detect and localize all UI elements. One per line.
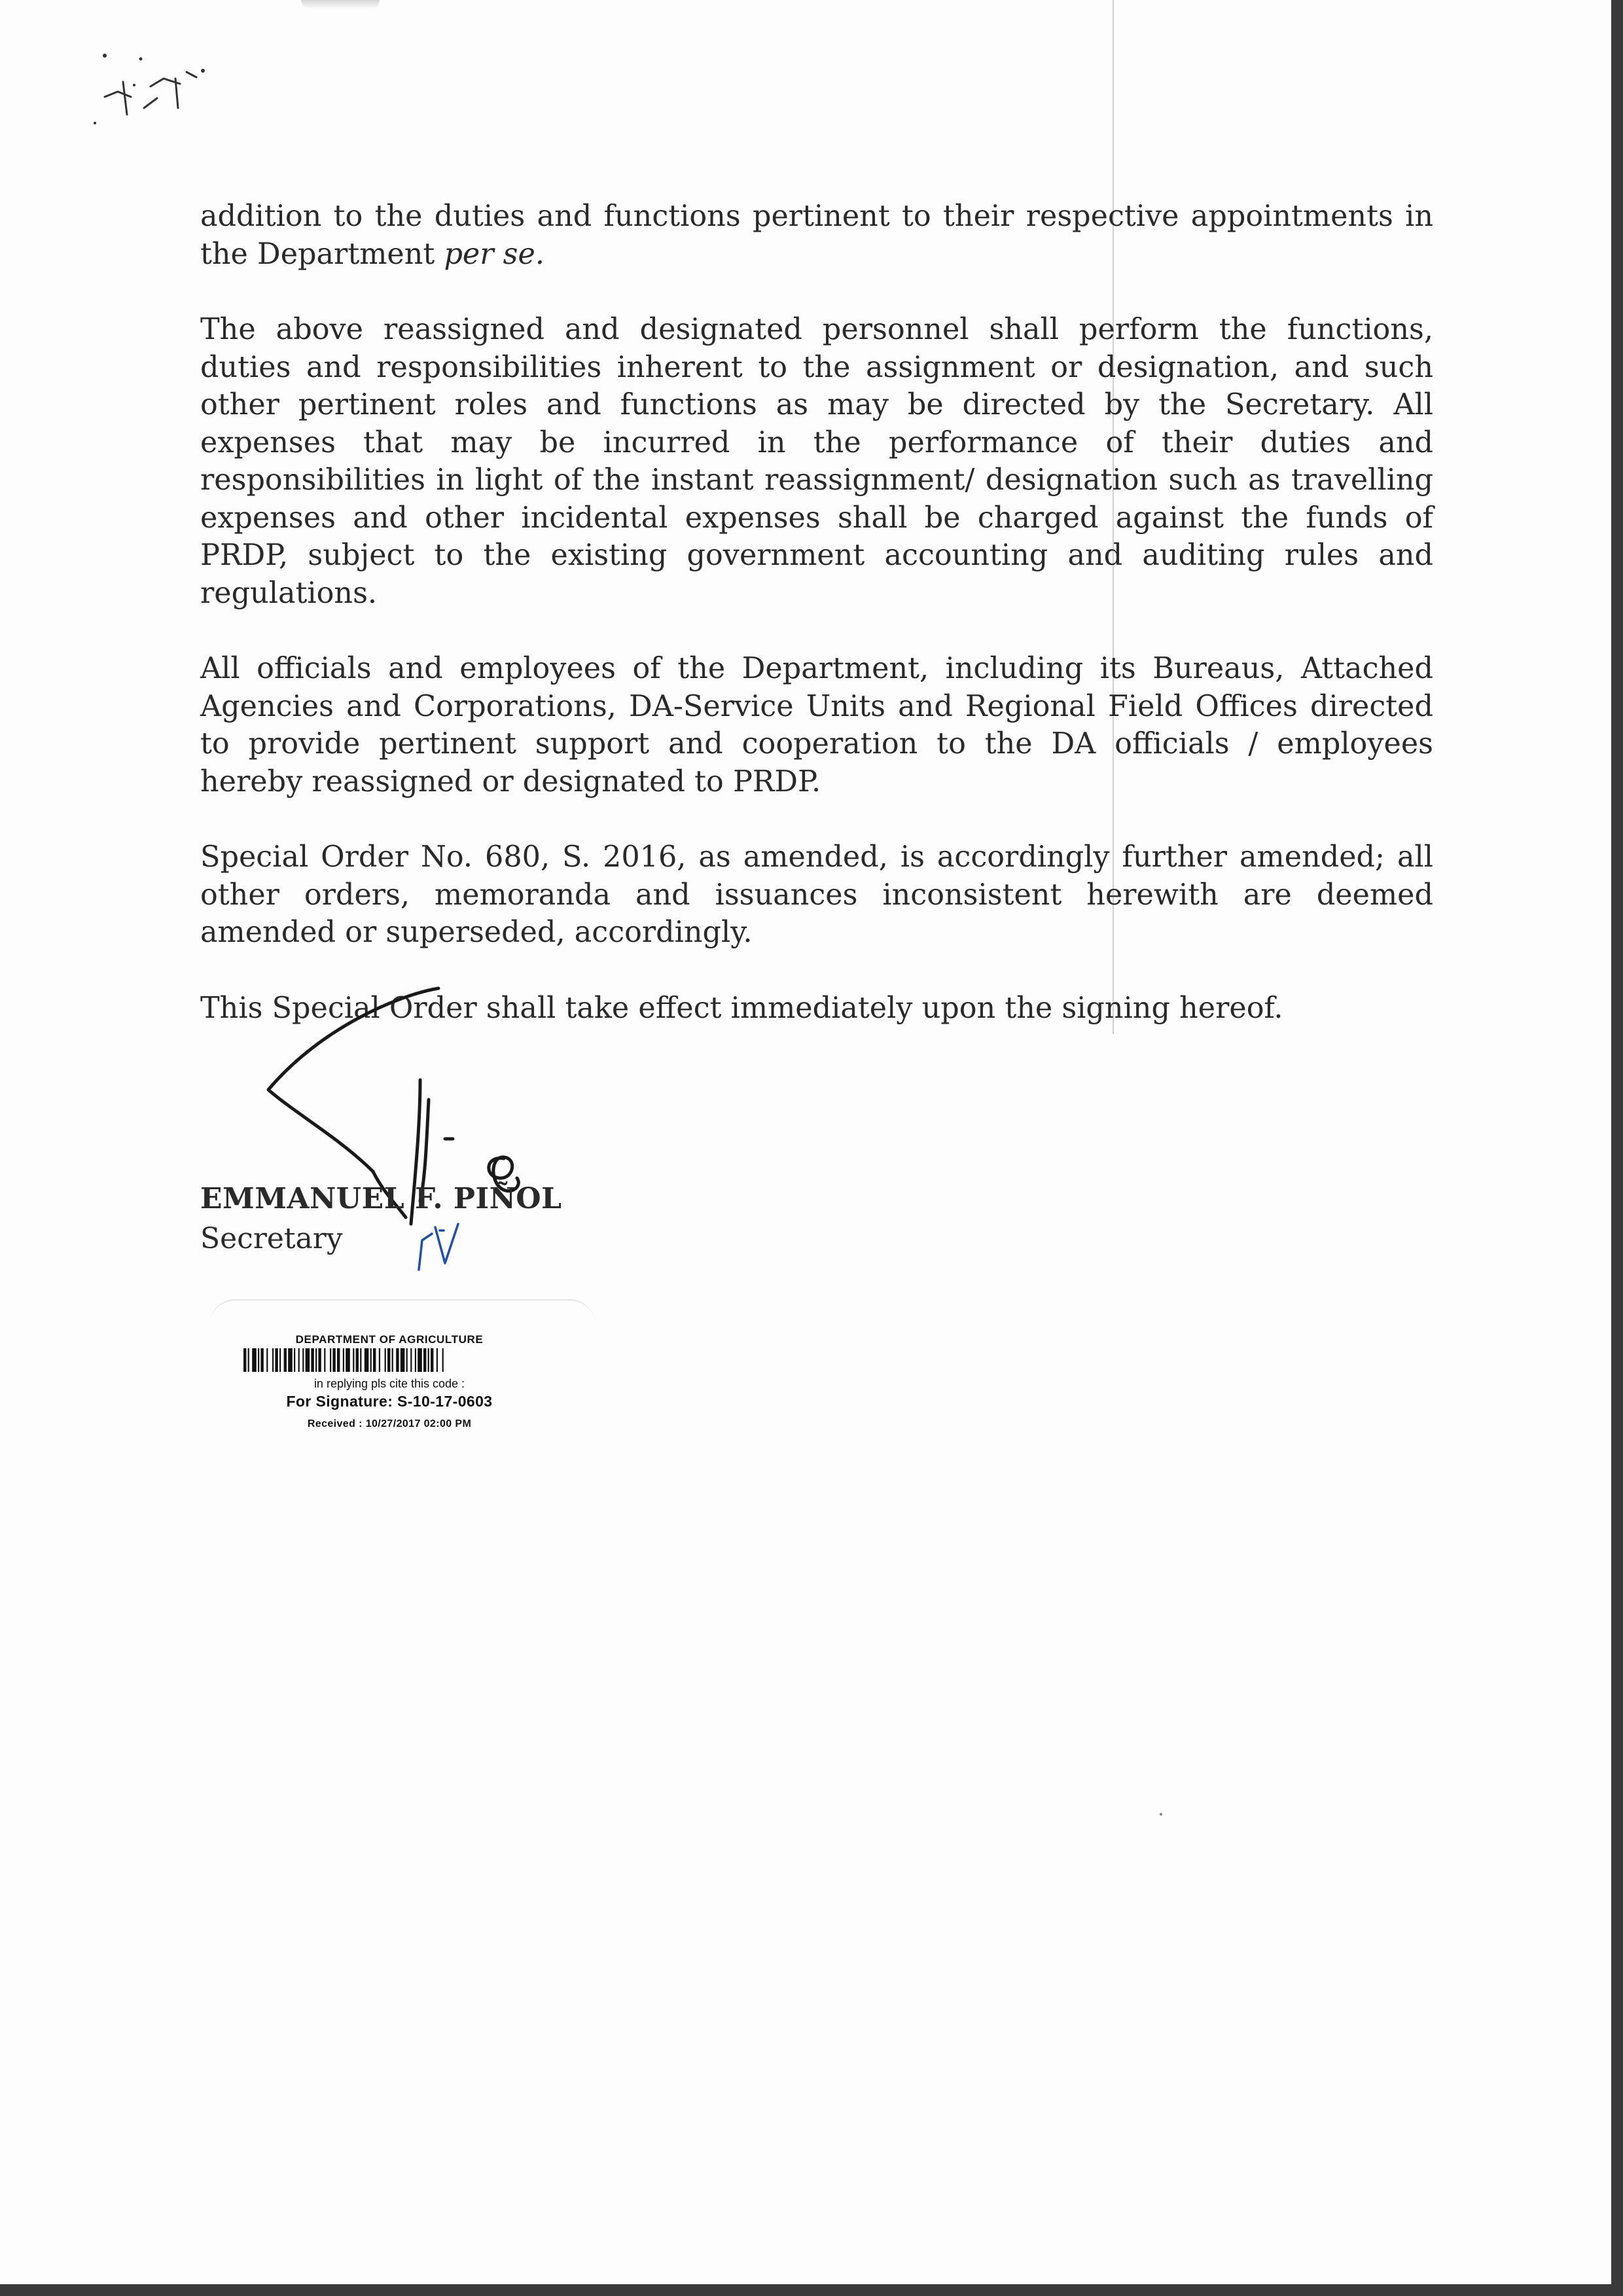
barcode-bar xyxy=(360,1348,361,1372)
barcode-bar xyxy=(365,1348,369,1372)
barcode-bar xyxy=(423,1348,426,1372)
scan-speck xyxy=(1160,1813,1162,1816)
barcode-bar xyxy=(396,1348,399,1372)
stamp-department: DEPARTMENT OF AGRICULTURE xyxy=(295,1333,484,1346)
scan-edge-right xyxy=(1611,0,1623,2296)
handwritten-initials xyxy=(406,1211,484,1283)
barcode-bar xyxy=(373,1348,376,1372)
scan-edge-bottom xyxy=(0,2284,1623,2296)
barcode-bar xyxy=(428,1348,429,1372)
signatory-name: EMMANUEL F. PIÑOL xyxy=(200,1182,562,1215)
barcode-bar xyxy=(275,1348,277,1372)
barcode-bar xyxy=(431,1348,433,1372)
barcode-bar xyxy=(418,1348,422,1372)
corner-ink-marks xyxy=(65,46,223,144)
barcode-bar xyxy=(346,1348,350,1372)
stamp-cite-text: in replying pls cite this code : xyxy=(313,1377,465,1390)
barcode-bar xyxy=(258,1348,259,1372)
barcode-bar xyxy=(306,1348,310,1372)
paragraph-duties-text: addition to the duties and functions pertinent to their respective appointments in the Department xyxy=(200,200,1433,271)
barcode-bar xyxy=(387,1348,390,1372)
barcode-bar xyxy=(272,1348,274,1372)
barcode-bar xyxy=(442,1348,444,1372)
barcode-bar xyxy=(248,1348,249,1372)
barcode-bar xyxy=(337,1348,340,1372)
barcode-bar xyxy=(298,1348,300,1372)
barcode-bar xyxy=(311,1348,313,1372)
barcode-bar xyxy=(356,1348,359,1372)
barcode-bar xyxy=(279,1348,281,1372)
stamp-received-timestamp: Received : 10/27/2017 02:00 PM xyxy=(307,1418,472,1429)
scan-smudge xyxy=(301,0,380,9)
barcode-bar xyxy=(243,1348,246,1372)
barcode-bar xyxy=(324,1348,325,1372)
barcode-bar xyxy=(284,1348,287,1372)
barcode-bar xyxy=(315,1348,317,1372)
barcode-bar xyxy=(437,1348,438,1372)
signatory-position: Secretary xyxy=(200,1222,343,1255)
barcode-bar xyxy=(385,1348,386,1372)
barcode-bar xyxy=(401,1348,405,1372)
paragraph-expenses: The above reassigned and designated personnel shall perform the functions, duties and responsibilities inherent to the assignment or designation, and such other pertinent roles and functions as may be directed by the Secretary. All expenses that may be incurred in the performance of their duties and responsibilities in light of the instant reassignment/ designation such as travelling expenses and other incidental expenses shall be charged against the funds of PRDP, subject to the existing government accounting and auditing rules and regulations. xyxy=(200,313,1433,610)
paragraph-duties-emphasis: per se. xyxy=(444,237,544,271)
barcode-bar xyxy=(332,1348,335,1372)
barcode-bar xyxy=(370,1348,372,1372)
barcode-bar xyxy=(294,1348,295,1372)
barcode-bar xyxy=(410,1348,412,1372)
barcode-bar xyxy=(392,1348,393,1372)
barcode-bar xyxy=(288,1348,293,1372)
barcode-bar xyxy=(343,1348,344,1372)
stamp-tracking-code: For Signature: S-10-17-0603 xyxy=(286,1393,493,1410)
receiving-stamp xyxy=(243,1333,535,1432)
barcode-bar xyxy=(406,1348,408,1372)
signatory-block xyxy=(200,1182,562,1255)
barcode-bar xyxy=(415,1348,416,1372)
paragraph-support: All officials and employees of the Department, including its Bureaus, Attached Agencies and Corporations, DA-Service Units and Regional Field Offices directed to provide pertinent support and cooperation to the DA officials / employees hereby reassigned or designated to PRDP. xyxy=(200,652,1433,798)
barcode-bar xyxy=(302,1348,304,1372)
barcode-bar xyxy=(252,1348,257,1372)
barcode-bar xyxy=(318,1348,321,1372)
paragraph-effectivity: This Special Order shall take effect immediately upon the signing hereof. xyxy=(200,991,1283,1025)
order-body xyxy=(200,198,1433,1027)
barcode-bar xyxy=(353,1348,354,1372)
barcode-bar xyxy=(330,1348,331,1372)
paragraph-amendment: Special Order No. 680, S. 2016, as amended, is accordingly further amended; all other orders, memoranda and issuances inconsistent herewith are deemed amended or superseded, accordingly. xyxy=(200,840,1433,949)
barcode xyxy=(243,1348,535,1372)
paragraph-duties xyxy=(200,198,1433,273)
barcode-bar xyxy=(266,1348,268,1372)
barcode-bar xyxy=(379,1348,380,1372)
barcode-bar xyxy=(260,1348,263,1372)
